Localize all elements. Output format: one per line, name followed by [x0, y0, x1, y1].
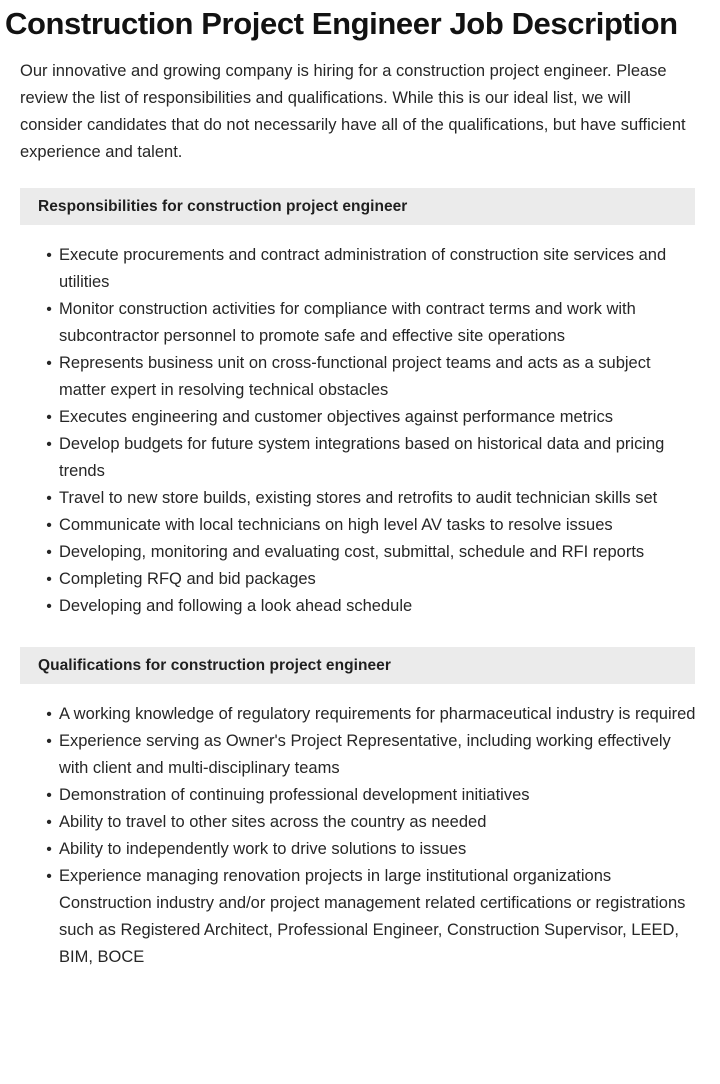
- list-item-text: Represents business unit on cross-functional project teams and acts as a subject matter expert in resolving technical obstacles: [59, 354, 651, 399]
- list-item-text: Monitor construction activities for compliance with contract terms and work with subcontractor personnel to promote safe and effective site operations: [59, 300, 636, 345]
- section-heading-label: Responsibilities for construction project engineer: [38, 197, 408, 215]
- intro-paragraph: Our innovative and growing company is hiring for a construction project engineer. Please review the list of responsibilities and qualifications. While this is our ideal list, we will consider candidates that do not necessarily have all of the qualifications, but have sufficient experience and talent.: [20, 62, 686, 161]
- section-responsibilities: [0, 188, 720, 620]
- list-item-text: Developing, monitoring and evaluating cost, submittal, schedule and RFI reports: [59, 543, 645, 561]
- list-item: [46, 485, 700, 512]
- section-qualifications: [0, 647, 720, 971]
- list-item-text: Experience managing renovation projects in large institutional organizations Construction industry and/or project management related certifications or registrations such as Registered Architect, Professional Engineer, Construction Supervisor, LEED, BIM, BOCE: [59, 867, 686, 966]
- list-item-text: Travel to new store builds, existing stores and retrofits to audit technician skills set: [59, 489, 658, 507]
- bullet-icon: •: [46, 517, 52, 534]
- section-header-responsibilities: [20, 188, 695, 225]
- list-item-text: Develop budgets for future system integrations based on historical data and pricing trends: [59, 435, 665, 480]
- bullet-icon: •: [46, 598, 52, 615]
- bullet-icon: •: [46, 544, 52, 561]
- list-item: [46, 242, 700, 296]
- list-item: [46, 431, 700, 485]
- list-item-text: Developing and following a look ahead schedule: [59, 597, 413, 615]
- list-item-text: Ability to travel to other sites across the country as needed: [59, 813, 487, 831]
- list-item-text: A working knowledge of regulatory requirements for pharmaceutical industry is required: [59, 705, 696, 723]
- bullet-icon: •: [46, 490, 52, 507]
- bullet-icon: •: [46, 247, 52, 264]
- list-item: [46, 809, 700, 836]
- bullet-icon: •: [46, 814, 52, 831]
- list-item: [46, 566, 700, 593]
- bullet-icon: •: [46, 436, 52, 453]
- bullet-icon: •: [46, 868, 52, 885]
- list-item: [46, 593, 700, 620]
- list-item-text: Ability to independently work to drive solutions to issues: [59, 840, 467, 858]
- responsibilities-list: [0, 242, 720, 620]
- list-item: [46, 539, 700, 566]
- list-item: [46, 863, 700, 971]
- bullet-icon: •: [46, 301, 52, 318]
- bullet-icon: •: [46, 706, 52, 723]
- bullet-icon: •: [46, 571, 52, 588]
- list-item-text: Execute procurements and contract administration of construction site services and utilities: [59, 246, 667, 291]
- list-item: [46, 836, 700, 863]
- bullet-icon: •: [46, 355, 52, 372]
- list-item: [46, 782, 700, 809]
- section-header-qualifications: [20, 647, 695, 684]
- bullet-icon: •: [46, 841, 52, 858]
- list-item: [46, 701, 700, 728]
- list-item: [46, 296, 700, 350]
- qualifications-list: [0, 701, 720, 971]
- list-item-text: Demonstration of continuing professional development initiatives: [59, 786, 530, 804]
- list-item: [46, 728, 700, 782]
- list-item: [46, 512, 700, 539]
- bullet-icon: •: [46, 787, 52, 804]
- list-item: [46, 350, 700, 404]
- bullet-icon: •: [46, 733, 52, 750]
- bullet-icon: •: [46, 409, 52, 426]
- list-item-text: Experience serving as Owner's Project Representative, including working effectively with client and multi-disciplinary teams: [59, 732, 671, 777]
- list-item: [46, 404, 700, 431]
- list-item-text: Completing RFQ and bid packages: [59, 570, 316, 588]
- section-heading-label: Qualifications for construction project engineer: [38, 656, 391, 674]
- page-title: Construction Project Engineer Job Description: [5, 6, 678, 41]
- list-item-text: Communicate with local technicians on high level AV tasks to resolve issues: [59, 516, 613, 534]
- list-item-text: Executes engineering and customer objectives against performance metrics: [59, 408, 613, 426]
